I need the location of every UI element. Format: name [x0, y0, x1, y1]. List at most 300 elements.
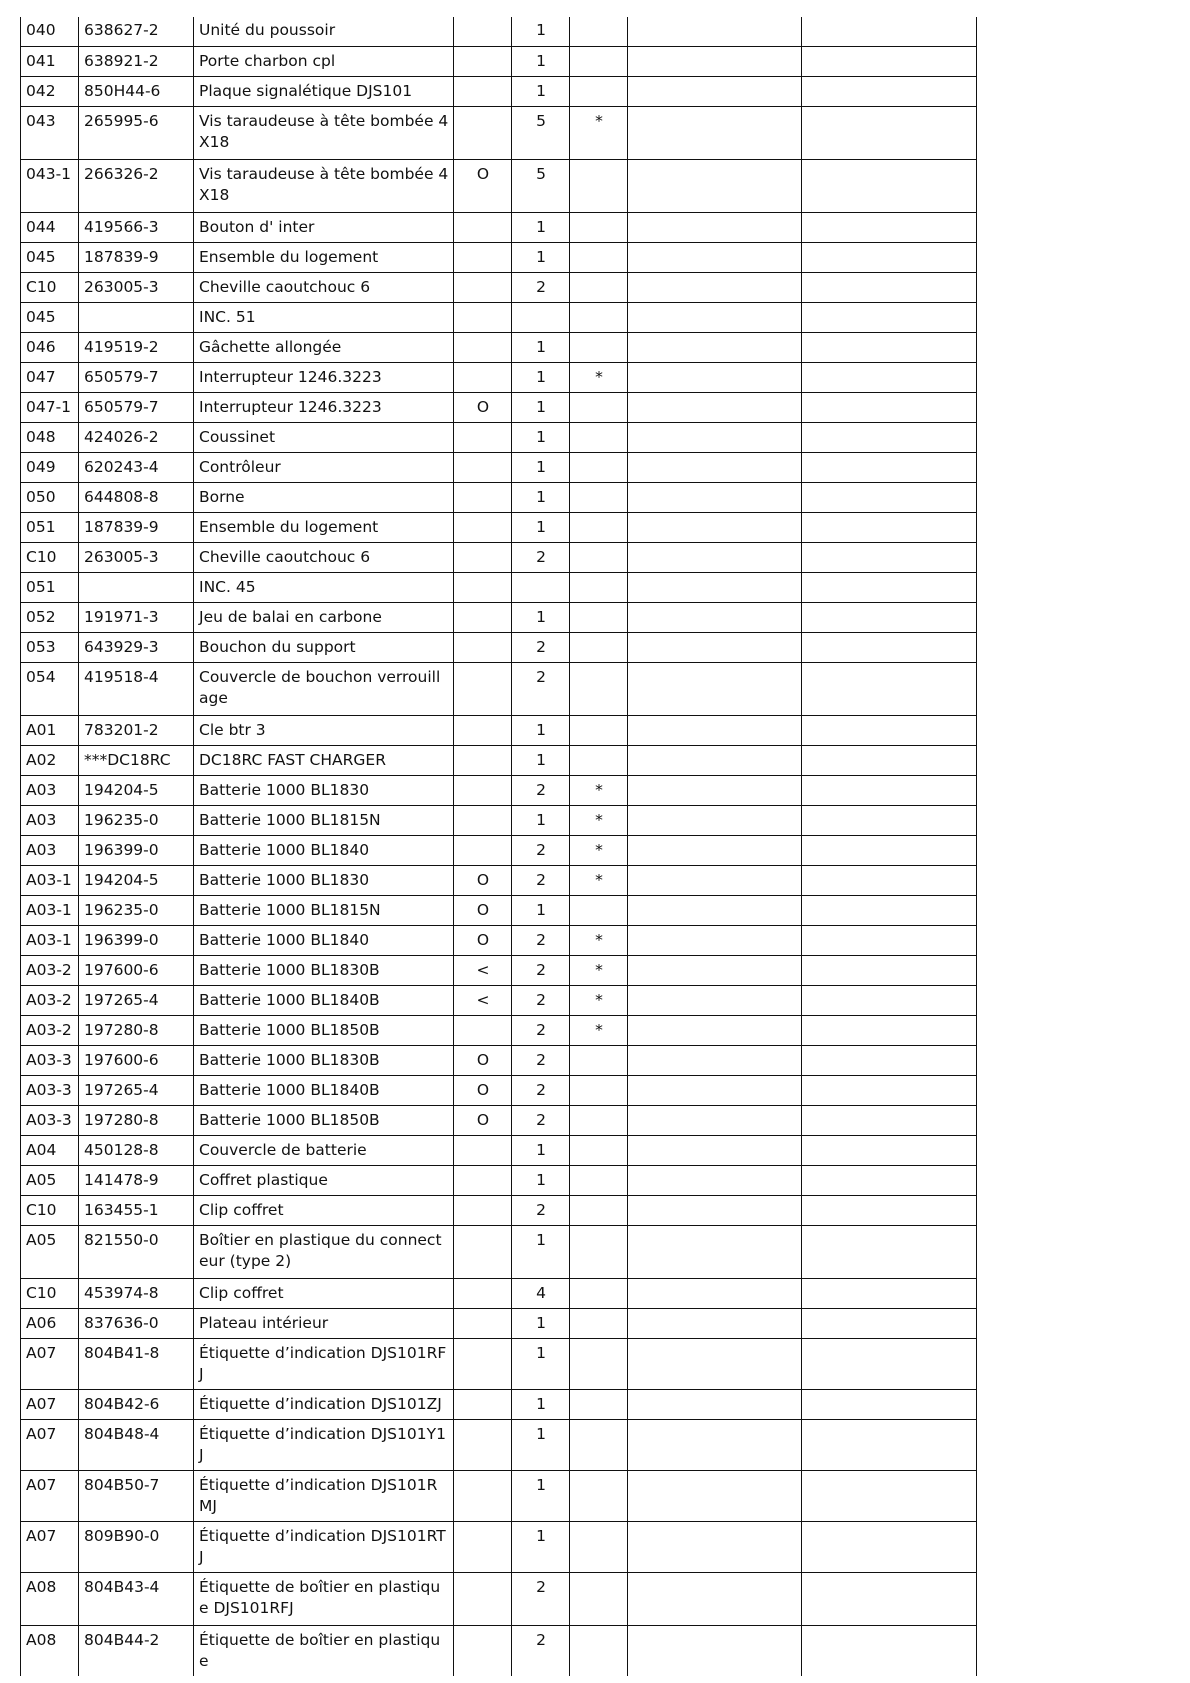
item-number-cell: 049	[21, 452, 79, 482]
part-number-cell: 644808-8	[79, 482, 194, 512]
quantity-cell: 1	[512, 1225, 570, 1278]
option-mark-cell: O	[454, 895, 512, 925]
empty-cell	[628, 1015, 802, 1045]
item-number-cell: C10	[21, 542, 79, 572]
empty-cell	[628, 925, 802, 955]
option-mark-cell	[454, 775, 512, 805]
table-row	[21, 1195, 977, 1225]
empty-cell	[802, 1195, 977, 1225]
part-number-cell: 620243-4	[79, 452, 194, 482]
quantity-cell: 1	[512, 362, 570, 392]
empty-cell	[802, 106, 977, 159]
item-number-cell: 044	[21, 212, 79, 242]
note-cell: *	[570, 775, 628, 805]
table-row	[21, 715, 977, 745]
quantity-cell: 1	[512, 212, 570, 242]
empty-cell	[802, 392, 977, 422]
table-row	[21, 1338, 977, 1389]
item-number-cell: 043-1	[21, 159, 79, 212]
empty-cell	[802, 1135, 977, 1165]
item-number-cell: A07	[21, 1389, 79, 1419]
empty-cell	[628, 1308, 802, 1338]
part-number-cell: 419519-2	[79, 332, 194, 362]
part-number-cell	[79, 302, 194, 332]
item-number-cell: A03-2	[21, 985, 79, 1015]
description-cell: Clip coffret	[194, 1278, 454, 1308]
item-number-cell: A03	[21, 805, 79, 835]
description-cell: Étiquette de boîtier en plastique DJS101RFJ	[194, 1572, 454, 1625]
description-cell: Étiquette de boîtier en plastique	[194, 1625, 454, 1676]
option-mark-cell	[454, 542, 512, 572]
table-row	[21, 572, 977, 602]
option-mark-cell	[454, 572, 512, 602]
item-number-cell: A07	[21, 1419, 79, 1470]
note-cell	[570, 76, 628, 106]
quantity-cell	[512, 302, 570, 332]
empty-cell	[802, 362, 977, 392]
note-cell	[570, 1135, 628, 1165]
empty-cell	[628, 1195, 802, 1225]
option-mark-cell	[454, 242, 512, 272]
description-cell: Bouchon du support	[194, 632, 454, 662]
empty-cell	[628, 1470, 802, 1521]
note-cell	[570, 662, 628, 715]
option-mark-cell	[454, 17, 512, 46]
description-cell: Couvercle de bouchon verrouillage	[194, 662, 454, 715]
quantity-cell: 2	[512, 1572, 570, 1625]
note-cell	[570, 1105, 628, 1135]
note-cell	[570, 895, 628, 925]
quantity-cell: 2	[512, 1075, 570, 1105]
description-cell: Batterie 1000 BL1815N	[194, 895, 454, 925]
note-cell: *	[570, 955, 628, 985]
option-mark-cell: O	[454, 865, 512, 895]
empty-cell	[628, 362, 802, 392]
empty-cell	[628, 1135, 802, 1165]
table-row	[21, 76, 977, 106]
note-cell: *	[570, 925, 628, 955]
empty-cell	[802, 1308, 977, 1338]
empty-cell	[802, 1625, 977, 1676]
description-cell: Plaque signalétique DJS101	[194, 76, 454, 106]
option-mark-cell	[454, 1625, 512, 1676]
note-cell	[570, 302, 628, 332]
note-cell	[570, 332, 628, 362]
empty-cell	[802, 715, 977, 745]
part-number-cell: 263005-3	[79, 542, 194, 572]
empty-cell	[628, 512, 802, 542]
part-number-cell: 419566-3	[79, 212, 194, 242]
part-number-cell: 638921-2	[79, 46, 194, 76]
description-cell: Contrôleur	[194, 452, 454, 482]
quantity-cell: 2	[512, 985, 570, 1015]
description-cell: Gâchette allongée	[194, 332, 454, 362]
quantity-cell: 1	[512, 745, 570, 775]
option-mark-cell	[454, 1195, 512, 1225]
item-number-cell: 050	[21, 482, 79, 512]
empty-cell	[802, 1389, 977, 1419]
empty-cell	[628, 212, 802, 242]
description-cell: Étiquette d’indication DJS101ZJ	[194, 1389, 454, 1419]
empty-cell	[802, 1338, 977, 1389]
note-cell	[570, 452, 628, 482]
part-number-cell: 424026-2	[79, 422, 194, 452]
empty-cell	[802, 985, 977, 1015]
table-row	[21, 835, 977, 865]
empty-cell	[802, 745, 977, 775]
description-cell: Interrupteur 1246.3223	[194, 392, 454, 422]
description-cell: Batterie 1000 BL1840	[194, 835, 454, 865]
description-cell: Batterie 1000 BL1850B	[194, 1105, 454, 1135]
option-mark-cell: <	[454, 955, 512, 985]
quantity-cell: 1	[512, 1165, 570, 1195]
option-mark-cell	[454, 1278, 512, 1308]
quantity-cell: 2	[512, 1015, 570, 1045]
item-number-cell: A05	[21, 1225, 79, 1278]
table-row	[21, 1075, 977, 1105]
quantity-cell: 1	[512, 482, 570, 512]
option-mark-cell	[454, 482, 512, 512]
option-mark-cell	[454, 332, 512, 362]
quantity-cell: 1	[512, 392, 570, 422]
empty-cell	[802, 572, 977, 602]
empty-cell	[802, 662, 977, 715]
note-cell	[570, 512, 628, 542]
table-row	[21, 1165, 977, 1195]
option-mark-cell	[454, 1135, 512, 1165]
table-row	[21, 542, 977, 572]
note-cell	[570, 392, 628, 422]
option-mark-cell	[454, 1470, 512, 1521]
note-cell	[570, 632, 628, 662]
empty-cell	[628, 46, 802, 76]
description-cell: INC. 51	[194, 302, 454, 332]
note-cell	[570, 482, 628, 512]
empty-cell	[628, 895, 802, 925]
item-number-cell: 047-1	[21, 392, 79, 422]
empty-cell	[802, 1105, 977, 1135]
table-row	[21, 1225, 977, 1278]
table-row	[21, 895, 977, 925]
note-cell	[570, 159, 628, 212]
quantity-cell: 2	[512, 925, 570, 955]
table-row	[21, 632, 977, 662]
quantity-cell: 1	[512, 1389, 570, 1419]
quantity-cell: 2	[512, 1195, 570, 1225]
empty-cell	[628, 17, 802, 46]
part-number-cell: ***DC18RC	[79, 745, 194, 775]
note-cell	[570, 602, 628, 632]
option-mark-cell	[454, 1419, 512, 1470]
empty-cell	[802, 212, 977, 242]
table-row	[21, 662, 977, 715]
option-mark-cell	[454, 1165, 512, 1195]
option-mark-cell	[454, 46, 512, 76]
table-row	[21, 1105, 977, 1135]
table-row	[21, 1572, 977, 1625]
part-number-cell: 266326-2	[79, 159, 194, 212]
description-cell: Ensemble du logement	[194, 512, 454, 542]
item-number-cell: 051	[21, 512, 79, 542]
empty-cell	[628, 422, 802, 452]
note-cell	[570, 212, 628, 242]
item-number-cell: 040	[21, 17, 79, 46]
part-number-cell: 804B44-2	[79, 1625, 194, 1676]
empty-cell	[802, 805, 977, 835]
part-number-cell: 194204-5	[79, 865, 194, 895]
table-row	[21, 1308, 977, 1338]
item-number-cell: A08	[21, 1625, 79, 1676]
option-mark-cell: O	[454, 159, 512, 212]
description-cell: Batterie 1000 BL1840	[194, 925, 454, 955]
item-number-cell: C10	[21, 1195, 79, 1225]
note-cell: *	[570, 1015, 628, 1045]
description-cell: Étiquette d’indication DJS101RMJ	[194, 1470, 454, 1521]
option-mark-cell	[454, 1015, 512, 1045]
empty-cell	[628, 1389, 802, 1419]
table-row	[21, 482, 977, 512]
description-cell: Étiquette d’indication DJS101RTJ	[194, 1521, 454, 1572]
table-row	[21, 775, 977, 805]
empty-cell	[802, 865, 977, 895]
table-row	[21, 602, 977, 632]
quantity-cell: 2	[512, 1105, 570, 1135]
empty-cell	[628, 1105, 802, 1135]
empty-cell	[628, 662, 802, 715]
empty-cell	[628, 985, 802, 1015]
empty-cell	[802, 242, 977, 272]
item-number-cell: A03-3	[21, 1105, 79, 1135]
table-row	[21, 925, 977, 955]
empty-cell	[802, 1015, 977, 1045]
empty-cell	[628, 805, 802, 835]
part-number-cell: 450128-8	[79, 1135, 194, 1165]
empty-cell	[628, 272, 802, 302]
part-number-cell: 187839-9	[79, 242, 194, 272]
empty-cell	[628, 392, 802, 422]
option-mark-cell	[454, 76, 512, 106]
option-mark-cell	[454, 835, 512, 865]
empty-cell	[802, 482, 977, 512]
table-row	[21, 392, 977, 422]
option-mark-cell	[454, 512, 512, 542]
description-cell: Plateau intérieur	[194, 1308, 454, 1338]
item-number-cell: A07	[21, 1338, 79, 1389]
item-number-cell: 054	[21, 662, 79, 715]
empty-cell	[628, 715, 802, 745]
part-number-cell: 197265-4	[79, 985, 194, 1015]
description-cell: Cle btr 3	[194, 715, 454, 745]
table-row	[21, 512, 977, 542]
item-number-cell: 045	[21, 242, 79, 272]
note-cell	[570, 1075, 628, 1105]
note-cell	[570, 272, 628, 302]
empty-cell	[802, 955, 977, 985]
quantity-cell: 1	[512, 1338, 570, 1389]
empty-cell	[802, 1419, 977, 1470]
quantity-cell: 1	[512, 512, 570, 542]
quantity-cell: 1	[512, 1419, 570, 1470]
description-cell: INC. 45	[194, 572, 454, 602]
parts-table	[20, 17, 977, 1676]
table-row	[21, 242, 977, 272]
part-number-cell: 197280-8	[79, 1105, 194, 1135]
option-mark-cell	[454, 1572, 512, 1625]
part-number-cell	[79, 572, 194, 602]
option-mark-cell	[454, 1338, 512, 1389]
table-row	[21, 212, 977, 242]
part-number-cell: 197600-6	[79, 1045, 194, 1075]
description-cell: Couvercle de batterie	[194, 1135, 454, 1165]
item-number-cell: A03	[21, 835, 79, 865]
item-number-cell: 042	[21, 76, 79, 106]
part-number-cell: 650579-7	[79, 392, 194, 422]
item-number-cell: A03-2	[21, 955, 79, 985]
item-number-cell: C10	[21, 272, 79, 302]
part-number-cell: 643929-3	[79, 632, 194, 662]
description-cell: Clip coffret	[194, 1195, 454, 1225]
description-cell: Étiquette d’indication DJS101RFJ	[194, 1338, 454, 1389]
quantity-cell: 1	[512, 1308, 570, 1338]
table-row	[21, 452, 977, 482]
option-mark-cell	[454, 805, 512, 835]
part-number-cell: 809B90-0	[79, 1521, 194, 1572]
part-number-cell: 804B50-7	[79, 1470, 194, 1521]
table-row	[21, 422, 977, 452]
empty-cell	[628, 1521, 802, 1572]
table-row	[21, 1015, 977, 1045]
note-cell	[570, 422, 628, 452]
empty-cell	[802, 452, 977, 482]
description-cell: Porte charbon cpl	[194, 46, 454, 76]
empty-cell	[628, 835, 802, 865]
quantity-cell: 1	[512, 895, 570, 925]
part-number-cell: 197265-4	[79, 1075, 194, 1105]
table-row	[21, 955, 977, 985]
empty-cell	[628, 632, 802, 662]
table-row	[21, 865, 977, 895]
quantity-cell: 2	[512, 272, 570, 302]
note-cell	[570, 1470, 628, 1521]
empty-cell	[628, 482, 802, 512]
table-row	[21, 332, 977, 362]
empty-cell	[802, 1521, 977, 1572]
item-number-cell: C10	[21, 1278, 79, 1308]
empty-cell	[628, 1338, 802, 1389]
option-mark-cell	[454, 662, 512, 715]
empty-cell	[628, 1419, 802, 1470]
option-mark-cell	[454, 715, 512, 745]
table-row	[21, 1625, 977, 1676]
table-row	[21, 362, 977, 392]
quantity-cell: 1	[512, 452, 570, 482]
description-cell: Batterie 1000 BL1840B	[194, 1075, 454, 1105]
part-number-cell: 804B42-6	[79, 1389, 194, 1419]
option-mark-cell	[454, 302, 512, 332]
note-cell	[570, 242, 628, 272]
table-row	[21, 985, 977, 1015]
note-cell	[570, 1389, 628, 1419]
item-number-cell: A03-3	[21, 1075, 79, 1105]
empty-cell	[802, 602, 977, 632]
quantity-cell: 5	[512, 106, 570, 159]
part-number-cell: 141478-9	[79, 1165, 194, 1195]
empty-cell	[802, 895, 977, 925]
note-cell	[570, 1195, 628, 1225]
table-row	[21, 106, 977, 159]
note-cell	[570, 715, 628, 745]
table-row	[21, 1389, 977, 1419]
part-number-cell: 197280-8	[79, 1015, 194, 1045]
table-row	[21, 159, 977, 212]
option-mark-cell: O	[454, 925, 512, 955]
empty-cell	[628, 1165, 802, 1195]
description-cell: Batterie 1000 BL1830	[194, 865, 454, 895]
table-row	[21, 805, 977, 835]
note-cell	[570, 1625, 628, 1676]
part-number-cell: 419518-4	[79, 662, 194, 715]
empty-cell	[628, 602, 802, 632]
item-number-cell: 043	[21, 106, 79, 159]
empty-cell	[802, 512, 977, 542]
quantity-cell: 4	[512, 1278, 570, 1308]
option-mark-cell: O	[454, 1045, 512, 1075]
quantity-cell	[512, 572, 570, 602]
note-cell	[570, 17, 628, 46]
description-cell: Batterie 1000 BL1830B	[194, 1045, 454, 1075]
note-cell: *	[570, 835, 628, 865]
part-number-cell: 650579-7	[79, 362, 194, 392]
note-cell	[570, 1225, 628, 1278]
option-mark-cell	[454, 602, 512, 632]
note-cell	[570, 1045, 628, 1075]
empty-cell	[628, 302, 802, 332]
option-mark-cell	[454, 1225, 512, 1278]
description-cell: Batterie 1000 BL1850B	[194, 1015, 454, 1045]
part-number-cell: 804B41-8	[79, 1338, 194, 1389]
description-cell: Coffret plastique	[194, 1165, 454, 1195]
part-number-cell: 850H44-6	[79, 76, 194, 106]
empty-cell	[802, 1075, 977, 1105]
part-number-cell: 196235-0	[79, 805, 194, 835]
empty-cell	[628, 572, 802, 602]
empty-cell	[628, 1045, 802, 1075]
quantity-cell: 1	[512, 46, 570, 76]
item-number-cell: A02	[21, 745, 79, 775]
description-cell: Borne	[194, 482, 454, 512]
note-cell	[570, 1521, 628, 1572]
table-row	[21, 272, 977, 302]
description-cell: Batterie 1000 BL1815N	[194, 805, 454, 835]
description-cell: Batterie 1000 BL1840B	[194, 985, 454, 1015]
description-cell: Boîtier en plastique du connecteur (type 2)	[194, 1225, 454, 1278]
option-mark-cell	[454, 362, 512, 392]
item-number-cell: A08	[21, 1572, 79, 1625]
note-cell	[570, 1419, 628, 1470]
part-number-cell: 191971-3	[79, 602, 194, 632]
empty-cell	[802, 1470, 977, 1521]
part-number-cell: 638627-2	[79, 17, 194, 46]
part-number-cell: 783201-2	[79, 715, 194, 745]
quantity-cell: 5	[512, 159, 570, 212]
quantity-cell: 1	[512, 805, 570, 835]
description-cell: Coussinet	[194, 422, 454, 452]
option-mark-cell: O	[454, 1075, 512, 1105]
quantity-cell: 1	[512, 332, 570, 362]
part-number-cell: 196235-0	[79, 895, 194, 925]
empty-cell	[802, 925, 977, 955]
quantity-cell: 2	[512, 865, 570, 895]
